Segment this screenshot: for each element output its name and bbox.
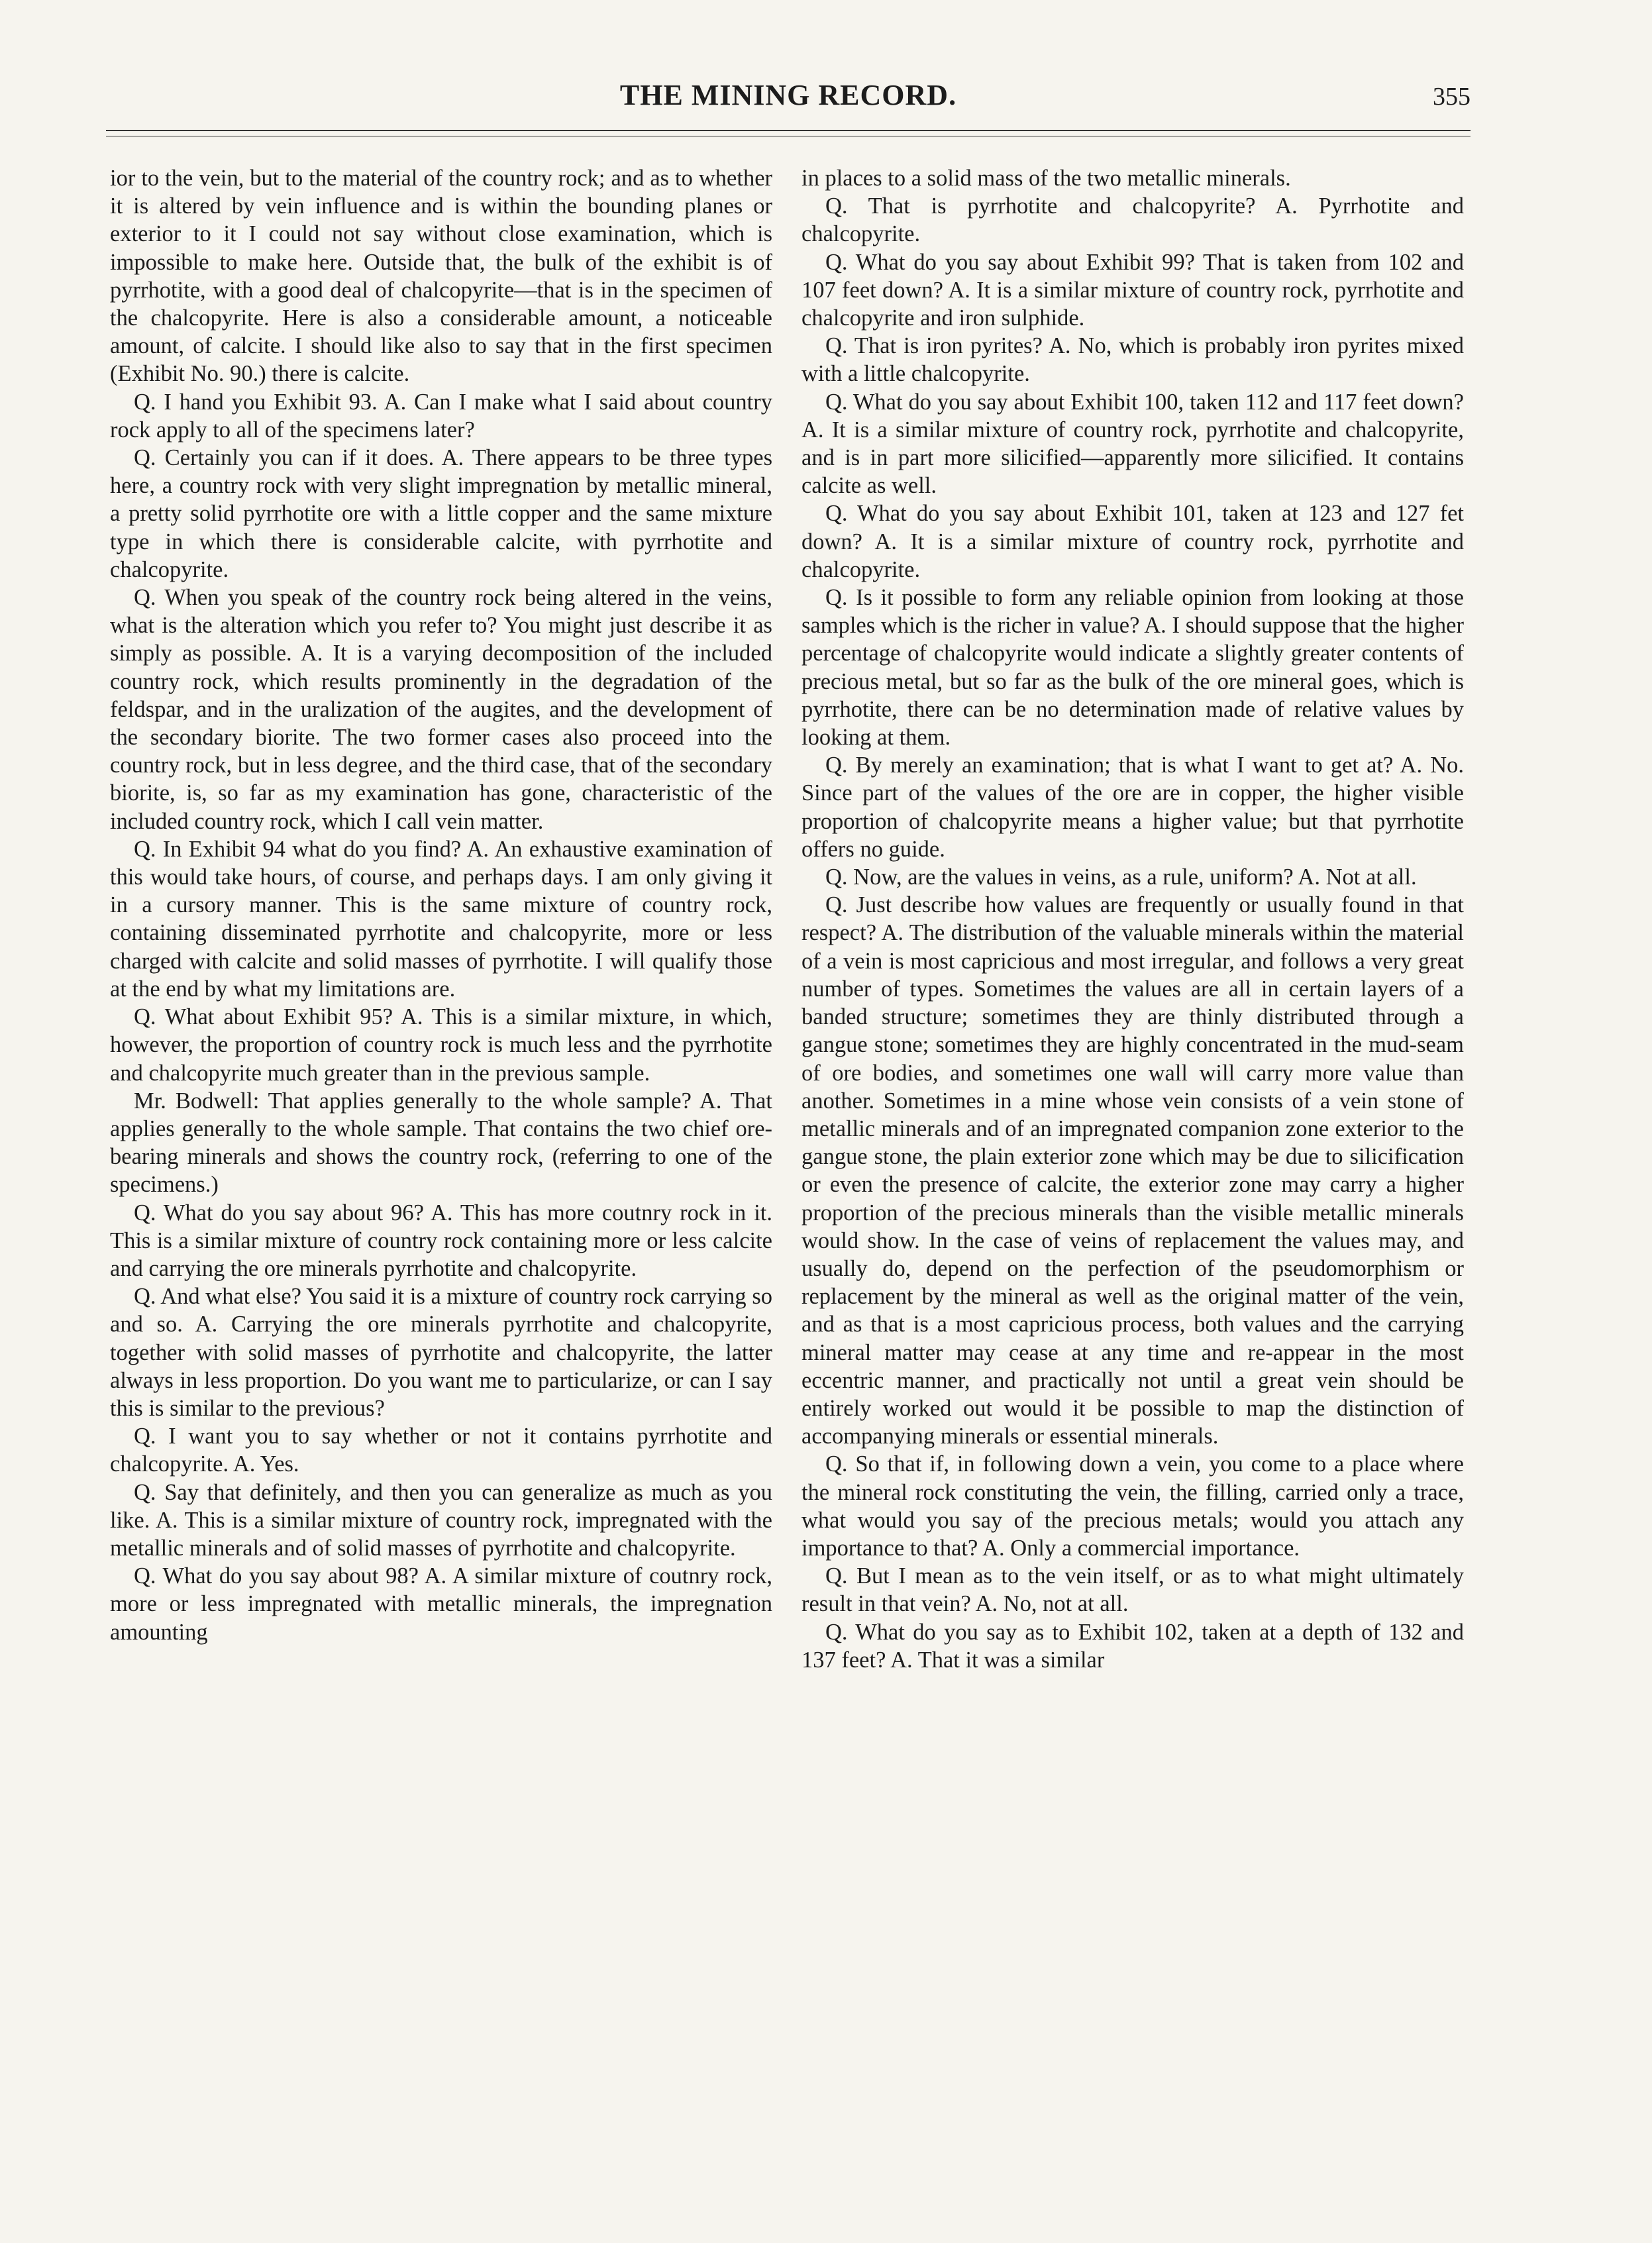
paragraph: Q. So that if, in following down a vein, you come to a place where the mineral rock constituting the vein, the filling, carried only a trace, what would you say of the precious metals; would you attach any importance to that? A. Only a commercial importance. <box>801 1451 1464 1561</box>
paragraph: Q. When you speak of the country rock being altered in the veins, what is the alteration which you refer to? You might just describe it as simply as possible. A. It is a varying decomposition of the included country rock, which results prominently in the degradation of the feldspar, and in the uralization of the augites, and the development of the secondary biorite. The two former cases also proceed into the country rock, but in less degree, and the third case, that of the secondary biorite, is, so far as my examination has gone, characteristic of the included country rock, which I call vein matter. <box>110 585 772 834</box>
journal-title: THE MINING RECORD. <box>619 79 957 111</box>
paragraph: Q. In Exhibit 94 what do you find? A. An exhaustive examination of this would take hours, of course, and perhaps days. I am only giving it in a cursory manner. This is the same mixture of country rock, containing disseminated pyrrhotite and chalcopyrite, more or less charged with calcite and solid masses of pyrrhotite. I will qualify those at the end by what my limitations are. <box>110 836 772 1002</box>
paragraph: Mr. Bodwell: That applies generally to the whole sample? A. That applies generally to the whole sample. That contains the two chief ore-bearing minerals and shows the country rock, (referring to one of the specimens.) <box>110 1088 772 1198</box>
page-header <box>106 78 1471 125</box>
paragraph: Q. But I mean as to the vein itself, or as to what might ultimately result in that vein? A. No, not at all. <box>801 1563 1464 1617</box>
paragraph: Q. And what else? You said it is a mixture of country rock carrying so and so. A. Carrying the ore minerals pyrrhotite and chalcopyrite, together with solid masses of pyrrhotite and chalcopyrite, the latter always in less proportion. Do you want me to particularize, or can I say this is similar to the previous? <box>110 1284 772 1421</box>
header-rule <box>106 130 1471 131</box>
paragraph: Q. Is it possible to form any reliable opinion from looking at those samples which is the richer in value? A. I should suppose that the higher percentage of chalcopyrite would indicate a slightly greater contents of precious metal, but so far as the bulk of the ore mineral goes, which is pyrrhotite, there can be no determination made of relative values by looking at them. <box>801 585 1464 751</box>
paragraph: Q. That is pyrrhotite and chalcopyrite? A. Pyrrhotite and chalcopyrite. <box>801 193 1464 247</box>
paragraph: Q. That is iron pyrites? A. No, which is probably iron pyrites mixed with a little chalcopyrite. <box>801 333 1464 387</box>
left-column <box>110 164 772 2205</box>
paragraph: Q. I want you to say whether or not it contains pyrrhotite and chalcopyrite. A. Yes. <box>110 1424 772 1477</box>
paragraph: Q. Say that definitely, and then you can generalize as much as you like. A. This is a similar mixture of country rock, impregnated with the metallic minerals and of solid masses of pyrrhotite and chalcopyrite. <box>110 1479 772 1561</box>
paragraph: in places to a solid mass of the two metallic minerals. <box>801 166 1291 191</box>
paragraph: Q. What do you say as to Exhibit 102, taken at a depth of 132 and 137 feet? A. That it was a similar <box>801 1619 1464 1673</box>
paragraph: Q. What do you say about 96? A. This has more coutnry rock in it. This is a similar mixture of country rock containing more or less calcite and carrying the ore minerals pyrrhotite and chalcopyrite. <box>110 1200 772 1281</box>
paragraph: Q. What about Exhibit 95? A. This is a similar mixture, in which, however, the proportion of country rock is much less and the pyrrhotite and chalcopyrite much greater than in the previous sample. <box>110 1004 772 1086</box>
paragraph: Q. I hand you Exhibit 93. A. Can I make what I said about country rock apply to all of the specimens later? <box>110 389 772 443</box>
paragraph: Q. What do you say about Exhibit 100, taken 112 and 117 feet down? A. It is a similar mixture of country rock, pyrrhotite and chalcopyrite, and is in part more silicified—apparently more silicified. It contains calcite as well. <box>801 389 1464 499</box>
paragraph: Q. What do you say about Exhibit 99? That is taken from 102 and 107 feet down? A. It is a similar mixture of country rock, pyrrhotite and chalcopyrite and iron sulphide. <box>801 249 1464 331</box>
paragraph: Q. What do you say about Exhibit 101, taken at 123 and 127 fet down? A. It is a similar mixture of country rock, pyrrhotite and chalcopyrite. <box>801 501 1464 582</box>
paragraph: ior to the vein, but to the material of the country rock; and as to whether it is altered by vein influence and is within the bounding planes or exterior to it I could not say without close examination, which is impossible to make here. Outside that, the bulk of the exhibit is of pyrrhotite, with a good deal of chalcopyrite—that is in the specimen of the chalcopyrite. Here is also a considerable amount, a noticeable amount, of calcite. I should like also to say that in the first specimen (Exhibit No. 90.) there is calcite. <box>110 166 772 387</box>
paragraph: Q. Just describe how values are frequently or usually found in that respect? A. The distribution of the valuable minerals within the material of a vein is most capricious and most irregular, and follows a very great number of types. Sometimes the values are all in certain layers of a banded structure; sometimes they are thinly distributed through a gangue stone; sometimes they are highly concentrated in the mud-seam of ore bodies, and sometimes one wall will carry more value than another. Sometimes in a mine whose vein consists of a vein stone of metallic minerals and of an impregnated companion zone exterior to the gangue stone, the plain exterior zone which may be due to silicification or even the presence of calcite, the exterior zone may carry a higher proportion of the precious minerals than the visible metallic minerals would show. In the case of veins of replacement the values may, and usually do, depend on the perfection of the pseudomorphism or replacement by the mineral as well as the original matter of the vein, and as that is a most capricious process, both values and the carrying mineral matter may cease at any time and re-appear in the most eccentric manner, and practically not until a great vein should be entirely worked out would it be possible to map the distinction of accompanying minerals or essential minerals. <box>801 892 1464 1449</box>
paragraph: Q. Now, are the values in veins, as a rule, uniform? A. Not at all. <box>825 864 1417 890</box>
paragraph: Q. What do you say about 98? A. A similar mixture of coutnry rock, more or less impregnated with metallic minerals, the impregnation amounting <box>110 1563 772 1645</box>
paragraph: Q. Certainly you can if it does. A. There appears to be three types here, a country rock with very slight impregnation by metallic mineral, a pretty solid pyrrhotite ore with a little copper and the same mixture type in which there is considerable calcite, with pyrrhotite and chalcopyrite. <box>110 445 772 582</box>
right-column <box>801 164 1464 2205</box>
page-number: 355 <box>1433 83 1471 111</box>
paragraph: Q. By merely an examination; that is what I want to get at? A. No. Since part of the values of the ore are in copper, the higher visible proportion of chalcopyrite means a higher value; but that pyrrhotite offers no guide. <box>801 753 1464 862</box>
